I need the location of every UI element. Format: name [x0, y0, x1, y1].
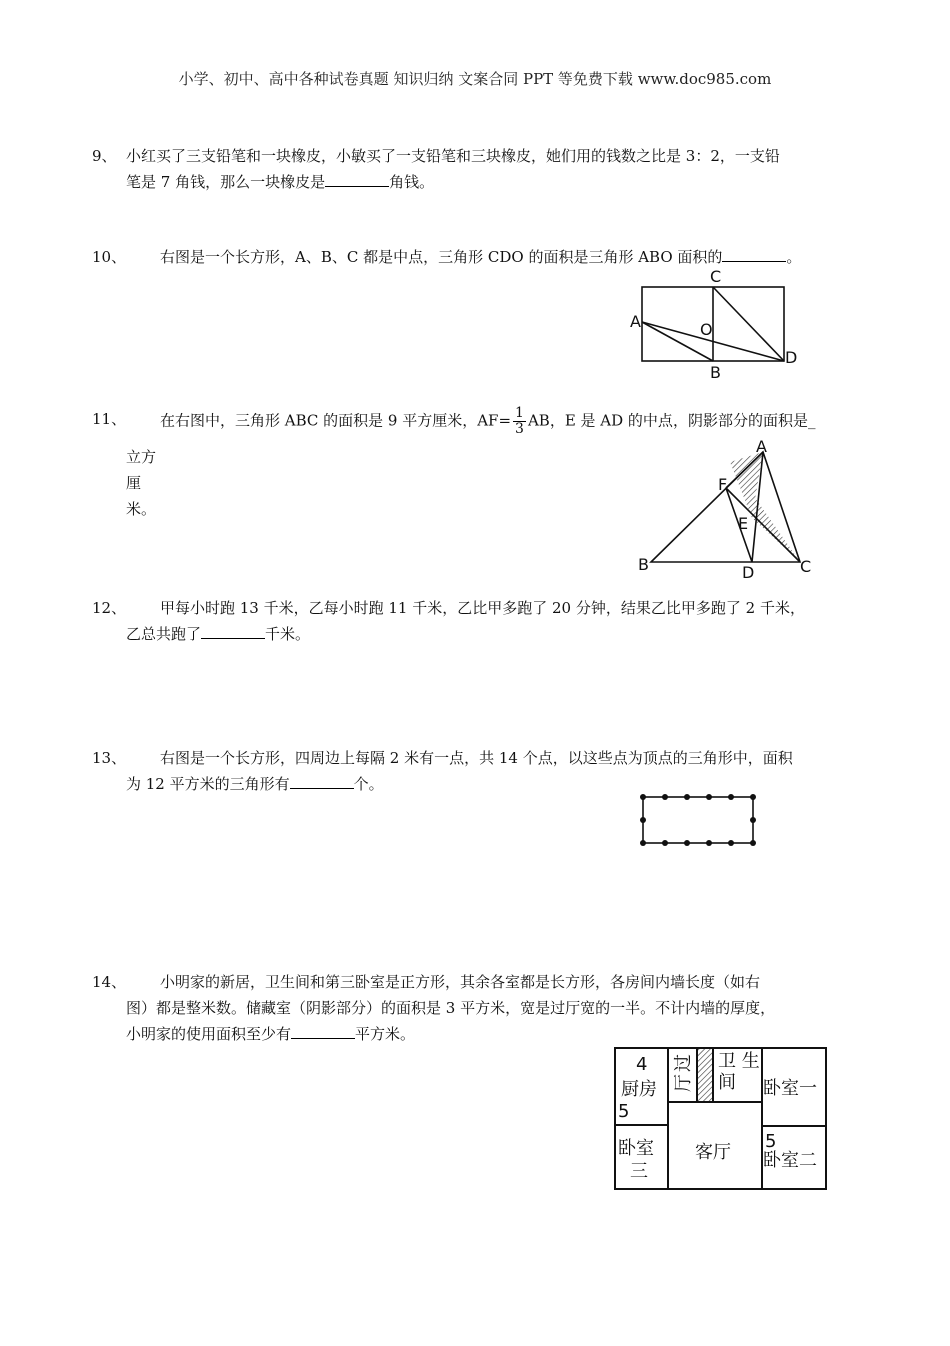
q14-floor-plan: [612, 1045, 832, 1195]
question-number: 11、: [92, 410, 127, 428]
label-B: B: [710, 363, 721, 382]
label-bathroom-1: 卫 生: [718, 1051, 760, 1072]
label-bedroom-3b: 三: [630, 1161, 648, 1182]
question-line: 右图是一个长方形，四周边上每隔 2 米有一点，共 14 个点，以这些点为顶点的三角形中，面积: [160, 749, 793, 767]
label-C: C: [710, 267, 722, 286]
page-header: 小学、初中、高中各种试卷真题 知识归纳 文案合同 PPT 等免费下载 www.doc985.com: [178, 70, 772, 88]
label-C: C: [800, 557, 812, 576]
label-bedroom-1: 卧室一: [763, 1078, 817, 1099]
question-text: 右图是一个长方形，A、B、C 都是中点，三角形 CDO 的面积是三角形 ABO 面积的 。: [160, 244, 801, 270]
q13-dotted-rectangle: [630, 785, 770, 855]
q10-rectangle-figure: [620, 265, 820, 385]
label-A: A: [756, 437, 767, 456]
answer-blank[interactable]: [722, 245, 786, 262]
label-A: A: [630, 312, 641, 331]
label-F: F: [718, 475, 728, 494]
question-number: 12、: [92, 599, 127, 617]
question-line: 图）都是整米数。储藏室（阴影部分）的面积是 3 平方米，宽是过厅宽的一半。不计内墙的厚度，: [126, 999, 776, 1017]
label-hall-2: 厅: [673, 1074, 694, 1092]
label-bedroom-2-num: 5: [765, 1131, 777, 1152]
label-bedroom-2: 卧室二: [763, 1150, 817, 1171]
answer-blank[interactable]: [325, 170, 389, 187]
label-bedroom-3: 卧室: [618, 1138, 654, 1159]
question-text: [126, 143, 866, 195]
answer-blank[interactable]: [291, 1022, 355, 1039]
label-kitchen: 厨房: [621, 1079, 657, 1100]
question-line: 乙总共跑了 千米。: [126, 621, 310, 647]
question-number: 10、: [92, 248, 127, 266]
question-line: 立方厘米。: [126, 448, 157, 518]
question-line: 小明家的使用面积至少有 平方米。: [126, 1021, 415, 1047]
label-D: D: [785, 348, 798, 367]
question-line: 小明家的新居，卫生间和第三卧室是正方形，其余各室都是长方形，各房间内墙长度（如右: [160, 973, 761, 991]
question-number: 14、: [92, 973, 127, 991]
label-O: O: [700, 320, 713, 339]
question-number: 13、: [92, 749, 127, 767]
fraction: $\frac{1}{3}$: [515, 405, 524, 437]
label-living-room: 客厅: [695, 1142, 731, 1163]
question-line: 为 12 平方米的三角形有 个。: [126, 771, 384, 797]
label-bathroom-2: 间: [718, 1072, 736, 1093]
label-E: E: [738, 514, 749, 533]
answer-blank[interactable]: [290, 772, 354, 789]
label-hall-1: 过: [673, 1054, 694, 1072]
question-number: 9、: [92, 147, 117, 165]
question-text: 在右图中，三角形 ABC 的面积是 9 平方厘米，AF= $\frac{1}{3}$ AB，E 是 AD 的中点，阴影部分的面积是_: [160, 405, 816, 437]
label-kitchen-num: 4: [636, 1054, 648, 1075]
question-line: 甲每小时跑 13 千米，乙每小时跑 11 千米，乙比甲多跑了 20 分钟，结果乙比甲多跑了 2 千米，: [160, 599, 805, 617]
label-B: B: [638, 555, 649, 574]
label-D: D: [742, 563, 755, 582]
question-line: 小红买了三支铅笔和一块橡皮，小敏买了一支铅笔和三块橡皮，她们用的钱数之比是 3：2，一支铅: [126, 147, 780, 165]
q11-triangle-figure: [630, 437, 830, 582]
label-kitchen-num2: 5: [618, 1101, 630, 1122]
question-line: 笔是 7 角钱，那么一块橡皮是 角钱。: [126, 169, 866, 195]
answer-blank[interactable]: [201, 622, 265, 639]
